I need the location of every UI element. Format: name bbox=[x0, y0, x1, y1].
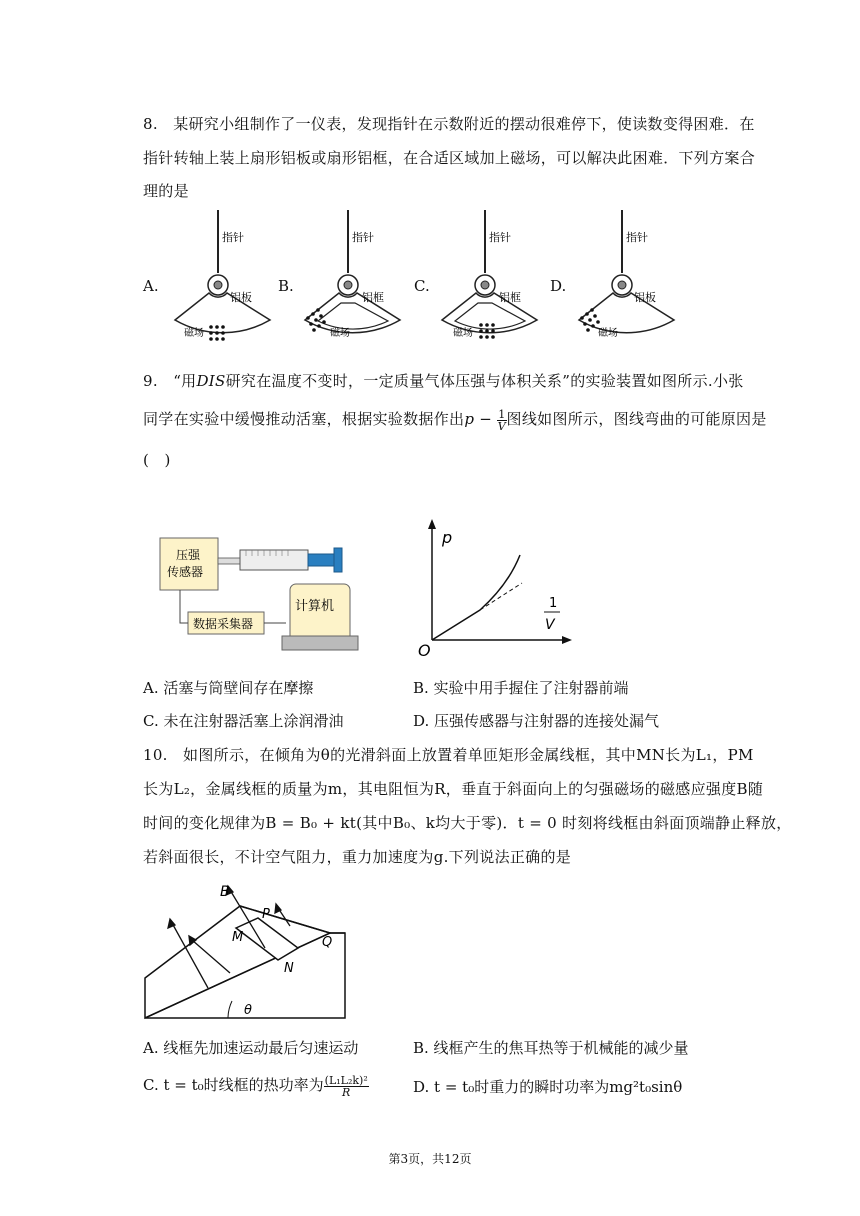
q9-option-d: D. 压强传感器与注射器的连接处漏气 bbox=[413, 712, 660, 730]
q8-text-line2: 指针转轴上装上扇形铝板或扇形铝框，在合适区域加上磁场，可以解决此困难．下列方案合 bbox=[143, 149, 756, 167]
q8-text-line1: 8. 某研究小组制作了一仪表，发现指针在示数附近的摆动很难停下，使读数变得困难．在 bbox=[143, 115, 755, 133]
q10-label-n: N bbox=[284, 961, 294, 976]
q9-sensor-label-2: 传感器 bbox=[167, 565, 204, 579]
q10-text-line2: 长为L₂，金属线框的质量为m，其电阻恒为R，垂直于斜面向上的匀强磁场的磁感应强度B随 bbox=[143, 780, 764, 798]
q8b-needle-label: 指针 bbox=[352, 231, 374, 244]
q8-option-b-letter: B. bbox=[278, 277, 294, 295]
q8d-needle-label: 指针 bbox=[626, 231, 648, 244]
q8-option-a-figure bbox=[170, 205, 280, 350]
q10-option-a: A. 线框先加速运动最后匀速运动 bbox=[143, 1039, 359, 1057]
q8a-field-label: 磁场 bbox=[184, 328, 204, 339]
q8-option-c-figure bbox=[437, 205, 547, 350]
q8c-needle-label: 指针 bbox=[489, 231, 511, 244]
q9-graph-ylabel: p bbox=[442, 528, 453, 547]
q9-graph-origin: O bbox=[418, 641, 431, 660]
q9-option-a: A. 活塞与筒壁间存在摩擦 bbox=[143, 679, 314, 697]
q10-label-m: M bbox=[232, 930, 244, 945]
q9-computer-label: 计算机 bbox=[295, 599, 335, 614]
q9-text-line3: ( ) bbox=[143, 451, 171, 469]
q8-option-b-figure bbox=[300, 205, 410, 350]
q9-sensor-label-1: 压强 bbox=[176, 548, 201, 562]
q10-option-c-fraction: $\frac{\text{(L₁L₂k)²}}{R}$ bbox=[324, 1073, 368, 1099]
q8b-field-label: 磁场 bbox=[330, 328, 350, 339]
q10-label-b: B bbox=[220, 884, 230, 900]
q8-option-d-figure bbox=[574, 205, 684, 350]
q10-label-theta: θ bbox=[244, 1003, 252, 1018]
page-footer: 第3页，共12页 bbox=[388, 1152, 472, 1166]
q9-graph-xnum: 1 bbox=[549, 596, 558, 611]
q10-label-p: P bbox=[262, 907, 270, 922]
q10-option-b: B. 线框产生的焦耳热等于机械能的减少量 bbox=[413, 1039, 689, 1057]
q9-option-b: B. 实验中用手握住了注射器前端 bbox=[413, 679, 629, 697]
q8c-part-label: 铝框 bbox=[499, 291, 521, 304]
q8b-part-label: 铝框 bbox=[362, 291, 384, 304]
q8-option-d-letter: D. bbox=[550, 277, 567, 295]
q10-text-line3: 时间的变化规律为B = B₀ + kt(其中B₀、k均大于零)．t = 0 时刻将线框由斜面顶端静止释放， bbox=[143, 814, 792, 832]
q9-option-c: C. 未在注射器活塞上涂润滑油 bbox=[143, 712, 344, 730]
q8d-field-label: 磁场 bbox=[598, 328, 618, 339]
q10-text-line4: 若斜面很长，不计空气阻力，重力加速度为g.下列说法正确的是 bbox=[143, 848, 572, 866]
q8d-part-label: 铝板 bbox=[634, 291, 656, 304]
q10-label-q: Q bbox=[322, 935, 333, 950]
q9-graph-curve bbox=[432, 555, 520, 640]
q8c-field-label: 磁场 bbox=[453, 328, 473, 339]
q9-inline-fraction: $\frac{1}{V}$ bbox=[497, 407, 507, 433]
q9-graph bbox=[410, 515, 580, 660]
q10-option-d: D. t = t₀时重力的瞬时功率为mg²t₀sinθ bbox=[413, 1078, 683, 1096]
q8-option-c-letter: C. bbox=[414, 277, 430, 295]
q9-text-line1: 9. “用DIS研究在温度不变时，一定质量气体压强与体积关系”的实验装置如图所示.小张 bbox=[143, 372, 744, 390]
q8a-part-label: 铝板 bbox=[230, 291, 252, 304]
q10-option-c: C. t = t₀时线框的热功率为 $\frac{\text{(L₁L₂k)²}}{R}$ bbox=[143, 1073, 368, 1099]
q10-incline-figure bbox=[140, 878, 360, 1023]
q9-graph-xden: V bbox=[545, 617, 555, 633]
q8a-needle-label: 指针 bbox=[222, 231, 244, 244]
q8-text-line3: 理的是 bbox=[143, 182, 189, 200]
q9-apparatus-figure bbox=[150, 528, 360, 663]
q9-collector-label: 数据采集器 bbox=[193, 617, 254, 631]
q9-text-line2: 同学在实验中缓慢推动活塞，根据实验数据作出p − $\frac{1}{V}$ 图线如图所示，图线弯曲的可能原因是 bbox=[143, 407, 767, 433]
q8-option-a-letter: A. bbox=[143, 277, 159, 295]
q10-text-line1: 10. 如图所示，在倾角为θ的光滑斜面上放置着单匝矩形金属线框，其中MN长为L₁，PM bbox=[143, 746, 754, 764]
